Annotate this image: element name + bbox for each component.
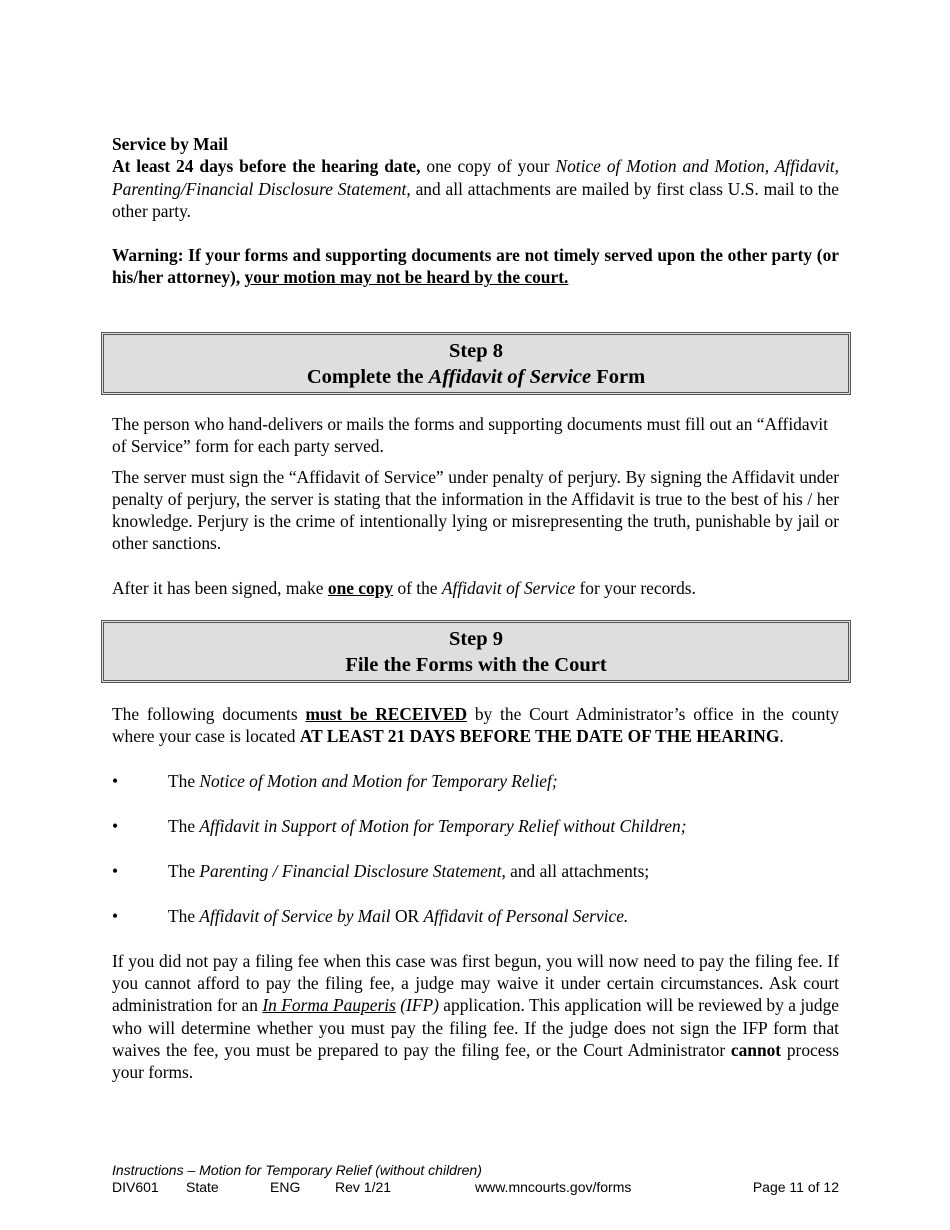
page-number: Page 11 of 12 [752, 1179, 839, 1195]
step-8-number: Step 8 [448, 340, 504, 362]
forms-url: www.mncourts.gov/forms [475, 1179, 632, 1195]
step-8-body [112, 413, 839, 599]
list-item: • The Parenting / Financial Disclosure Statement, and all attachments; [112, 861, 650, 882]
language: ENG [270, 1179, 301, 1195]
bullet: • [112, 815, 119, 836]
step-8-paragraph-1: The person who hand-delivers or mails the forms and supporting documents must fill out an “Affidavit of Service” form for each party served. [112, 414, 828, 457]
bullet: • [112, 861, 119, 882]
step-9-header [101, 620, 851, 683]
documents-list [112, 770, 839, 928]
revision: Rev 1/21 [335, 1179, 392, 1195]
step-9-title: File the Forms with the Court [345, 654, 607, 676]
step-9-body [112, 703, 839, 1084]
step-8-title: Complete the Affidavit of Service Form [306, 366, 646, 388]
filing-fee-paragraph: If you did not pay a filing fee when this case was first begun, you will now need to pay the filing fee. If you cannot afford to pay the filing fee, a judge may waive it under certain circumstances. Ask court administration for an In Forma Pauperis (IFP) application. This application will be reviewed by a judge who will determine whether you must pay the filing fee. If the judge does not sign the IFP form that waives the fee, you must be prepared to pay the filing fee, or the Court Administrator cannot process your forms. [112, 950, 839, 1083]
jurisdiction: State [186, 1179, 219, 1195]
service-by-mail-section [112, 133, 839, 289]
section-heading: Service by Mail [112, 134, 228, 154]
warning-paragraph: Warning: If your forms and supporting documents are not timely served upon the other party (or his/her attorney), your motion may not be heard by the court. [112, 245, 839, 288]
step-8-paragraph-3: After it has been signed, make one copy of the Affidavit of Service for your records. [112, 577, 696, 598]
step-9-intro: The following documents must be RECEIVED by the Court Administrator’s office in the county where your case is located AT LEAST 21 DAYS BEFORE THE DATE OF THE HEARING. [112, 704, 839, 747]
step-9-number: Step 9 [448, 628, 504, 650]
page-footer [112, 1162, 839, 1196]
bullet: • [112, 906, 119, 927]
list-item: • The Notice of Motion and Motion for Temporary Relief; [112, 770, 558, 791]
footer-title: Instructions – Motion for Temporary Relief (without children) [112, 1162, 482, 1178]
bullet: • [112, 770, 119, 791]
list-item: • The Affidavit of Service by Mail OR Affidavit of Personal Service. [112, 906, 629, 927]
footer-meta [112, 1179, 839, 1196]
mail-paragraph: At least 24 days before the hearing date, one copy of your Notice of Motion and Motion, Affidavit, Parenting/Financial Disclosure Statement, and all attachments are mailed by first class U.S. mail to the other party. [112, 156, 839, 221]
step-8-header [101, 332, 851, 395]
step-8-paragraph-2: The server must sign the “Affidavit of Service” under penalty of perjury. By signing the Affidavit under penalty of perjury, the server is stating that the information in the Affidavit is true to the best of his / her knowledge. Perjury is the crime of intentionally lying or misrepresenting the truth, punishable by jail or other sanctions. [112, 466, 839, 554]
form-id: DIV601 [112, 1179, 159, 1195]
list-item: • The Affidavit in Support of Motion for Temporary Relief without Children; [112, 815, 687, 836]
